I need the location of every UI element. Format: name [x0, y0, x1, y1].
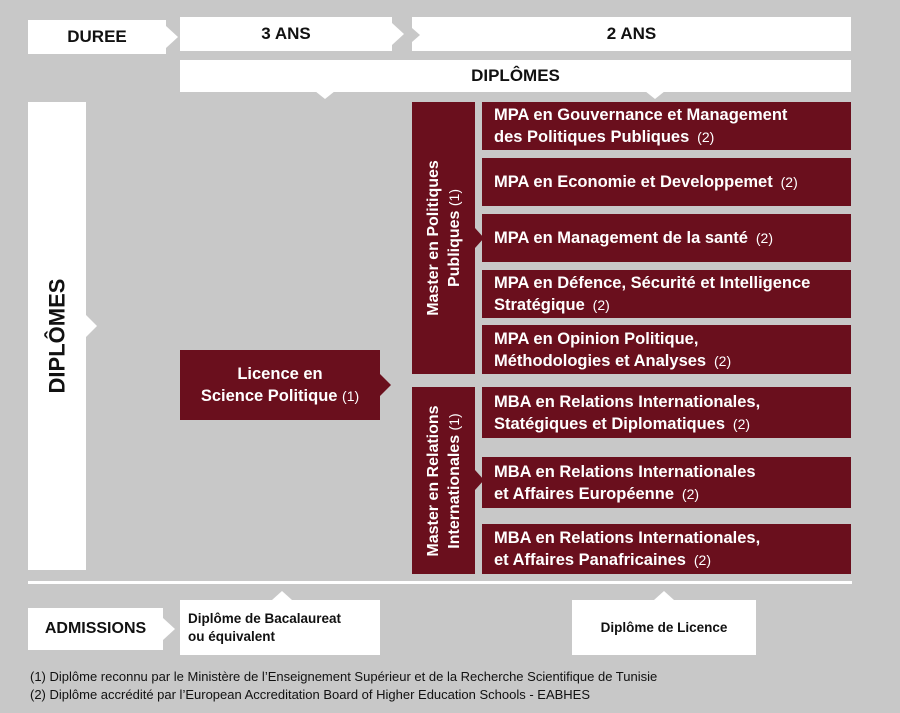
- admission-licence-arrow: [654, 591, 674, 600]
- diplomes-top-arrow-right: [645, 91, 665, 99]
- program-note: (2): [751, 230, 773, 246]
- program-line1: MPA en Management de la santé: [494, 229, 748, 247]
- admission-bac-box: [180, 600, 380, 655]
- program-note: (2): [588, 297, 610, 313]
- program-line1: MBA en Relations Internationales,: [494, 392, 761, 411]
- diplomes-side-panel: [28, 102, 86, 570]
- program-line2: et Affaires Européenne: [494, 484, 675, 503]
- master-ri-line1: Master en Relations: [424, 404, 442, 557]
- program-mpa-defence: [482, 270, 851, 318]
- program-note: (2): [729, 415, 751, 432]
- diplomes-side-arrow: [86, 315, 97, 337]
- master-ri-line2: Internationales: [445, 434, 463, 549]
- admission-licence-box: [572, 600, 756, 655]
- diplomes-top-header: [180, 60, 851, 92]
- program-note: (2): [678, 485, 700, 502]
- licence-arrow: [380, 374, 391, 396]
- program-line1: MBA en Relations Internationales,: [494, 529, 761, 547]
- master-ri-note: (1): [445, 412, 462, 430]
- program-mpa-economie: [482, 158, 851, 206]
- two-years-notch: [412, 28, 420, 42]
- diplomes-top-label: DIPLÔMES: [471, 66, 560, 85]
- diplomes-side-label: DIPLÔMES: [44, 278, 70, 394]
- three-years-label: 3 ANS: [261, 24, 311, 43]
- program-line2: Stratégique: [494, 296, 585, 314]
- program-line2: Statégiques et Diplomatiques: [494, 414, 726, 433]
- program-mpa-opinion: [482, 325, 851, 374]
- program-line1: MPA en Gouvernance et Management: [494, 106, 788, 124]
- two-years-header: [412, 17, 851, 51]
- duree-header: [28, 20, 166, 54]
- footnote-1: (1) Diplôme reconnu par le Ministère de l’Enseignement Supérieur et de la Recherche Scientifique de Tunisie: [30, 669, 658, 684]
- admission-bac-line1: Diplôme de Bacalaureat: [188, 611, 342, 626]
- admissions-header: [28, 608, 163, 650]
- program-note: (2): [689, 552, 711, 568]
- master-politiques-publiques: [412, 102, 475, 374]
- admission-bac-arrow: [272, 591, 292, 600]
- licence-box: [180, 350, 380, 420]
- program-mba-europeenne: [482, 457, 851, 508]
- three-years-header: [180, 17, 392, 51]
- master-pp-note: (1): [445, 188, 462, 207]
- admission-bac-line2: ou équivalent: [188, 629, 276, 644]
- duree-label: DUREE: [67, 27, 127, 46]
- footnote-2: (2) Diplôme accrédité par l’European Accreditation Board of Higher Education Schools - EABHES: [30, 687, 591, 702]
- licence-title-line2: Science Politique: [200, 387, 338, 405]
- master-pp-line2: Publiques: [445, 210, 463, 288]
- diplomes-top-arrow-left: [315, 91, 335, 99]
- program-line2: des Politiques Publiques: [494, 128, 690, 146]
- program-note: (2): [710, 352, 732, 369]
- admission-licence-label: Diplôme de Licence: [600, 620, 728, 635]
- program-line1: MBA en Relations Internationales: [494, 462, 756, 481]
- program-line2: Méthodologies et Analyses: [494, 351, 707, 370]
- program-line1: MPA en Economie et Developpemet: [494, 173, 773, 191]
- program-line1: MPA en Opinion Politique,: [494, 329, 699, 348]
- program-mpa-sante: [482, 214, 851, 262]
- separator-line: [28, 581, 852, 584]
- program-mba-strategiques: [482, 387, 851, 438]
- two-years-label: 2 ANS: [606, 24, 657, 43]
- program-note: (2): [776, 174, 798, 190]
- master-pp-line1: Master en Politiques: [424, 160, 442, 316]
- program-line1: MPA en Défence, Sécurité et Intelligence: [494, 274, 811, 292]
- licence-note: (1): [342, 388, 360, 404]
- program-mba-panafricaines: [482, 524, 851, 574]
- admissions-label: ADMISSIONS: [44, 620, 147, 637]
- program-note: (2): [693, 129, 715, 145]
- program-mpa-gouvernance: [482, 102, 851, 150]
- program-line2: et Affaires Panafricaines: [494, 551, 686, 569]
- licence-title-line1: Licence en: [237, 365, 323, 383]
- master-relations-internationales: [412, 387, 475, 574]
